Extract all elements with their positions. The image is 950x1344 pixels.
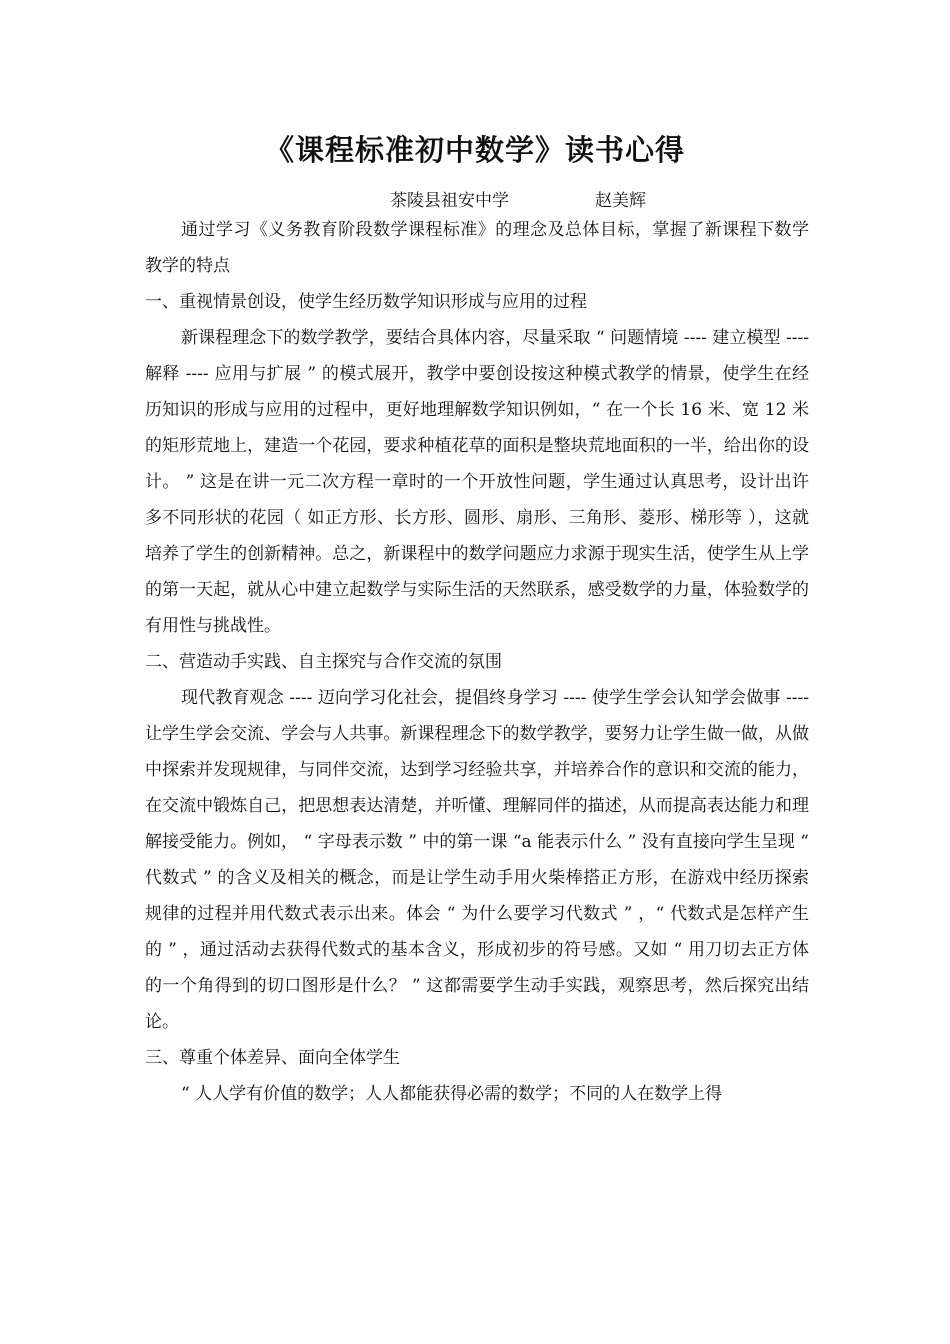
document-title: 《课程标准初中数学》读书心得: [264, 133, 685, 167]
section-2-heading: 二、营造动手实践、自主探究与合作交流的氛围: [145, 652, 502, 672]
section-1-heading: 一、重视情景创设，使学生经历数学知识形成与应用的过程: [145, 292, 587, 312]
section-1-paragraph: 新课程理念下的数学教学，要结合具体内容，尽量采取 “ 问题情境 ---- 建立模型 ---- 解释 ---- 应用与扩展 ” 的模式展开，教学中要创设按这种模式教学的情景，使学生在经历知识的形成与应用的过程中，更好地理解数学知识例如，“ 在一个长 16 米、宽 12 米的矩形荒地上，建造一个花园，要求种植花草的面积是整块荒地面积的一半，给出你的设计。 ” 这是在讲一元二次方程一章时的一个开放性问题，学生通过认真思考，设计出许多不同形状的花园（ 如正方形、长方形、圆形、扇形、三角形、菱形、梯形等 ），这就培养了学生的创新精神。总之，新课程中的数学问题应力求源于现实生活，使学生从上学的第一天起，就从心中建立起数学与实际生活的天然联系，感受数学的力量，体验数学的有用性与挑战性。: [145, 328, 809, 636]
section-3-paragraph: “ 人人学有价值的数学；人人都能获得必需的数学；不同的人在数学上得: [181, 1084, 723, 1104]
author-name: 赵美辉: [595, 191, 646, 211]
section-2-paragraph: 现代教育观念 ---- 迈向学习化社会，提倡终身学习 ---- 使学生学会认知学会做事 ---- 让学生学会交流、学会与人共事。新课程理念下的数学教学，要努力让学生做一做，从做中探索并发现规律，与同伴交流，达到学习经验共享，并培养合作的意识和交流的能力，在交流中锻炼自己，把思想表达清楚，并听懂、理解同伴的描述，从而提高表达能力和理解接受能力。例如， “ 字母表示数 ” 中的第一课 “a 能表示什么 ” 没有直接向学生呈现 “ 代数式 ” 的含义及相关的概念，而是让学生动手用火柴棒搭正方形，在游戏中经历探索规律的过程并用代数式表示出来。体会 “ 为什么要学习代数式 ” ，“ 代数式是怎样产生的 ” ，通过活动去获得代数式的基本含义，形成初步的符号感。又如 “ 用刀切去正方体的一个角得到的切口图形是什么？ ” 这都需要学生动手实践，观察思考，然后探究出结论。: [145, 688, 809, 1032]
document-body: [145, 212, 809, 1112]
school-name: 茶陵县祖安中学: [390, 191, 509, 211]
intro-paragraph: 通过学习《义务教育阶段数学课程标准》的理念及总体目标，掌握了新课程下数学教学的特点: [145, 220, 809, 276]
section-3-heading: 三、尊重个体差异、面向全体学生: [145, 1048, 400, 1068]
